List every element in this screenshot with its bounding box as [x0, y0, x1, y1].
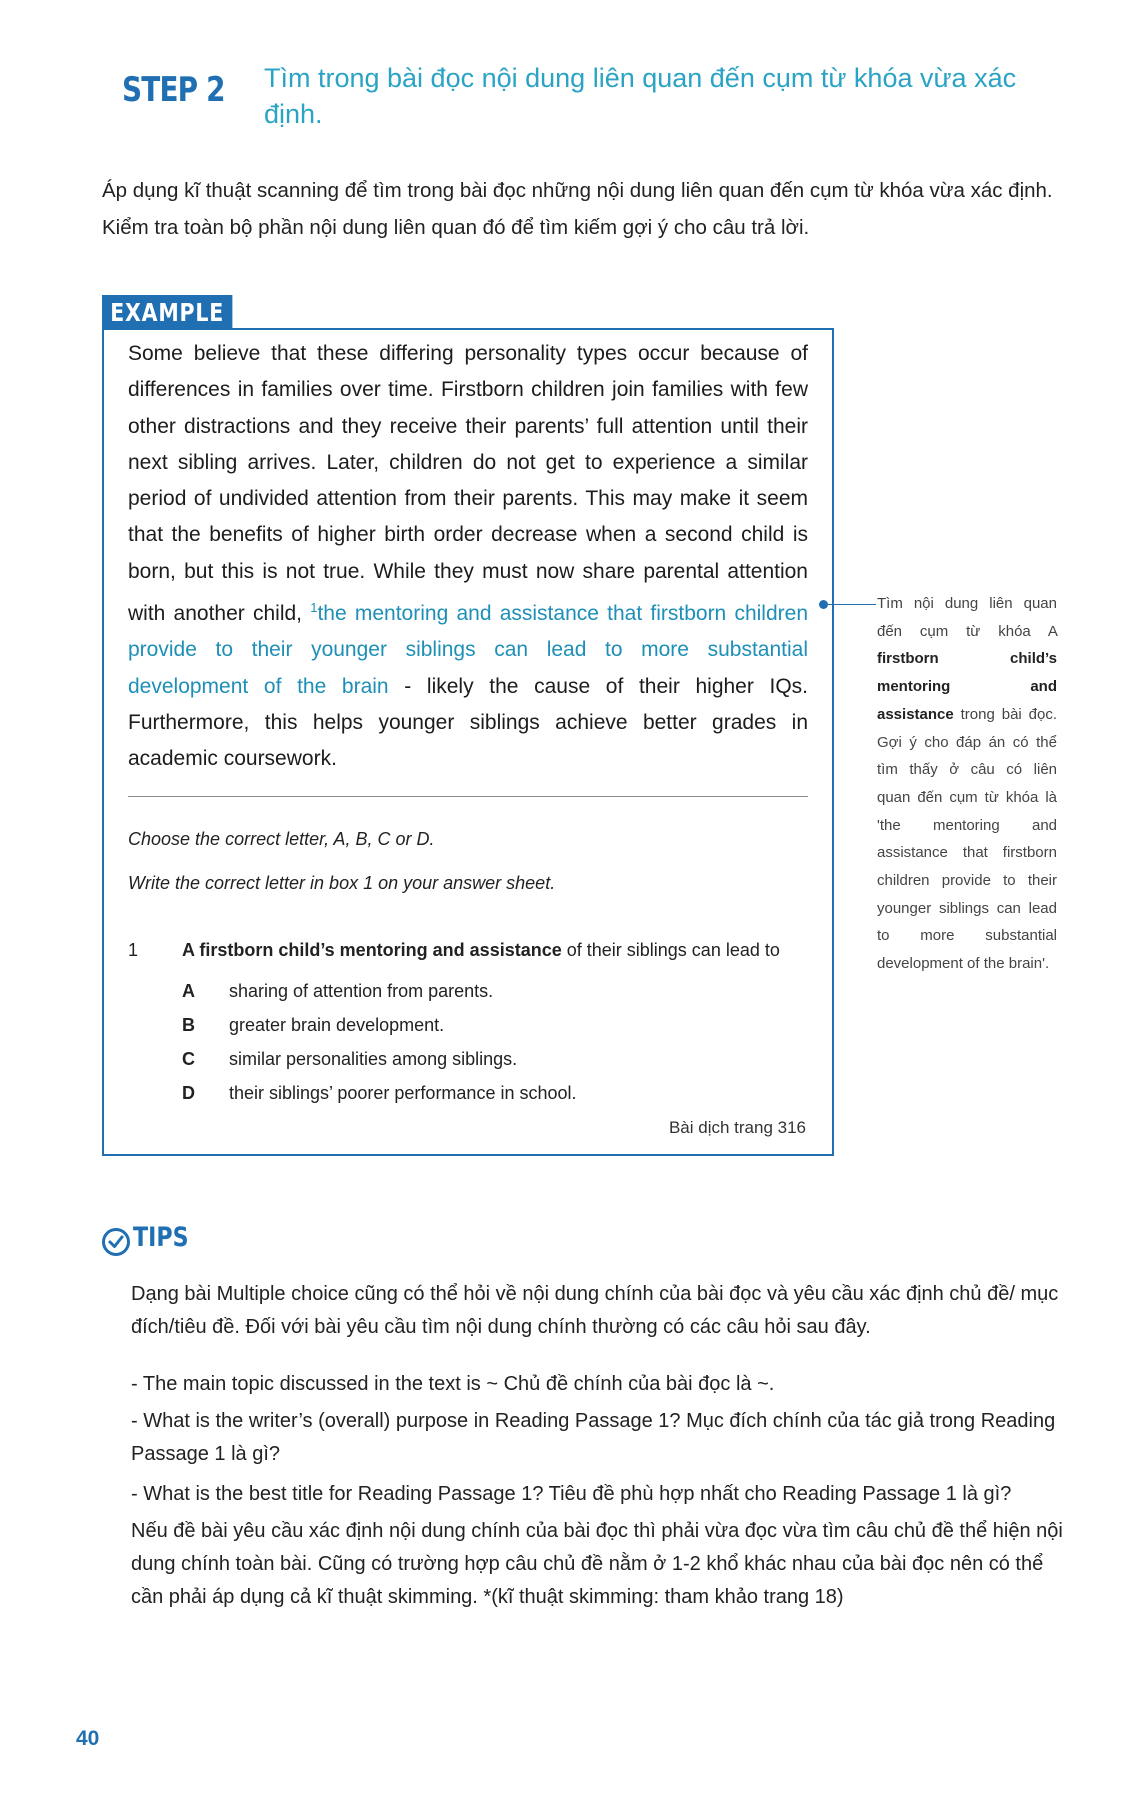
passage-highlight: the mentoring and assistance that firstborn children provide to their younger siblings can lead to more substantial development of the brain	[128, 602, 808, 698]
question-keyword: A firstborn child’s mentoring and assistance	[182, 940, 562, 960]
note-keyword: firstborn child’s mentoring and assistance	[877, 650, 1057, 723]
step-title: Tìm trong bài đọc nội dung liên quan đến cụm từ khóa vừa xác định.	[264, 63, 1017, 129]
question-text	[182, 940, 780, 961]
note-text: Tìm nội dung liên quan đến cụm từ khóa A	[877, 595, 1057, 640]
tips-label: TIPS	[133, 1222, 189, 1253]
note-text-end: trong bài đọc. Gợi ý cho đáp án có thể tìm thấy ở câu có liên quan đến cụm từ khóa là 'the mentoring and assistance that firstborn children provide to their younger siblings can lead to more substantial development of the brain'.	[877, 705, 1057, 973]
instruction-line-1: Choose the correct letter, A, B, C or D.	[128, 829, 435, 849]
passage-text: Some believe that these differing personality types occur because of differences in families over time. Firstborn children join families with few other distractions and they receive their parents’ full attention until their next sibling arrives. Later, children do not get to experience a similar period of undivided attention from their parents. This may make it seem that the benefits of higher birth order decrease when a second child is born, but this is not true. While they must now share parental attention with another child,	[128, 342, 808, 626]
option-text: sharing of attention from parents.	[229, 981, 494, 1001]
tips-paragraph-2: Nếu đề bài yêu cầu xác định nội dung chính của bài đọc thì phải vừa đọc vừa tìm câu chủ đề thể hiện nội dung chính toàn bài. Cũng có trường hợp câu chủ đề nằm ở 1-2 khổ khác nhau của bài đọc nên có thể cần phải áp dụng cả kĩ thuật skimming. *(kĩ thuật skimming: tham khảo trang 18)	[131, 1520, 1063, 1608]
option-text: greater brain development.	[229, 1015, 445, 1035]
passage-text-end: - likely the cause of their higher IQs. Furthermore, this helps younger siblings achieve better grades in academic coursework.	[128, 674, 809, 771]
example-passage	[128, 336, 808, 778]
page-number: 40	[76, 1727, 100, 1750]
tips-paragraph-1: Dạng bài Multiple choice cũng có thể hỏi về nội dung chính của bài đọc và yêu cầu xác định chủ đề/ mục đích/tiêu đề. Đối với bài yêu cầu tìm nội dung chính thường có các câu hỏi sau đây.	[131, 1283, 1059, 1338]
margin-note	[877, 590, 1057, 978]
note-connector-line	[828, 604, 876, 605]
check-circle-icon	[102, 1228, 130, 1256]
divider	[128, 796, 808, 797]
option-letter: B	[182, 1015, 195, 1035]
question-rest: of their siblings can lead to	[561, 940, 780, 960]
step-label: STEP 2	[122, 70, 225, 110]
question-number: 1	[128, 940, 139, 960]
option-text: similar personalities among siblings.	[229, 1049, 518, 1069]
option-letter: D	[182, 1083, 195, 1103]
tips-bullet-1: - The main topic discussed in the text is ~ Chủ đề chính của bài đọc là ~.	[131, 1373, 775, 1395]
translation-reference: Bài dịch trang 316	[668, 1118, 806, 1137]
example-tag: EXAMPLE	[102, 295, 232, 329]
note-connector-dot	[819, 600, 828, 609]
option-letter: A	[182, 981, 195, 1001]
option-text: their siblings’ poorer performance in school.	[229, 1083, 577, 1103]
passage-marker: 1	[310, 600, 318, 616]
tips-bullet-3: - What is the best title for Reading Passage 1? Tiêu đề phù hợp nhất cho Reading Passage 1 là gì?	[131, 1483, 1012, 1505]
intro-paragraph: Áp dụng kĩ thuật scanning để tìm trong bài đọc những nội dung liên quan đến cụm từ khóa vừa xác định. Kiểm tra toàn bộ phần nội dung liên quan đó để tìm kiếm gợi ý cho câu trả lời.	[102, 179, 1053, 239]
instruction-line-2: Write the correct letter in box 1 on your answer sheet.	[128, 873, 556, 893]
option-letter: C	[182, 1049, 195, 1069]
tips-bullet-2: - What is the writer’s (overall) purpose in Reading Passage 1? Mục đích chính của tác giả trong Reading Passage 1 là gì?	[131, 1410, 1056, 1465]
